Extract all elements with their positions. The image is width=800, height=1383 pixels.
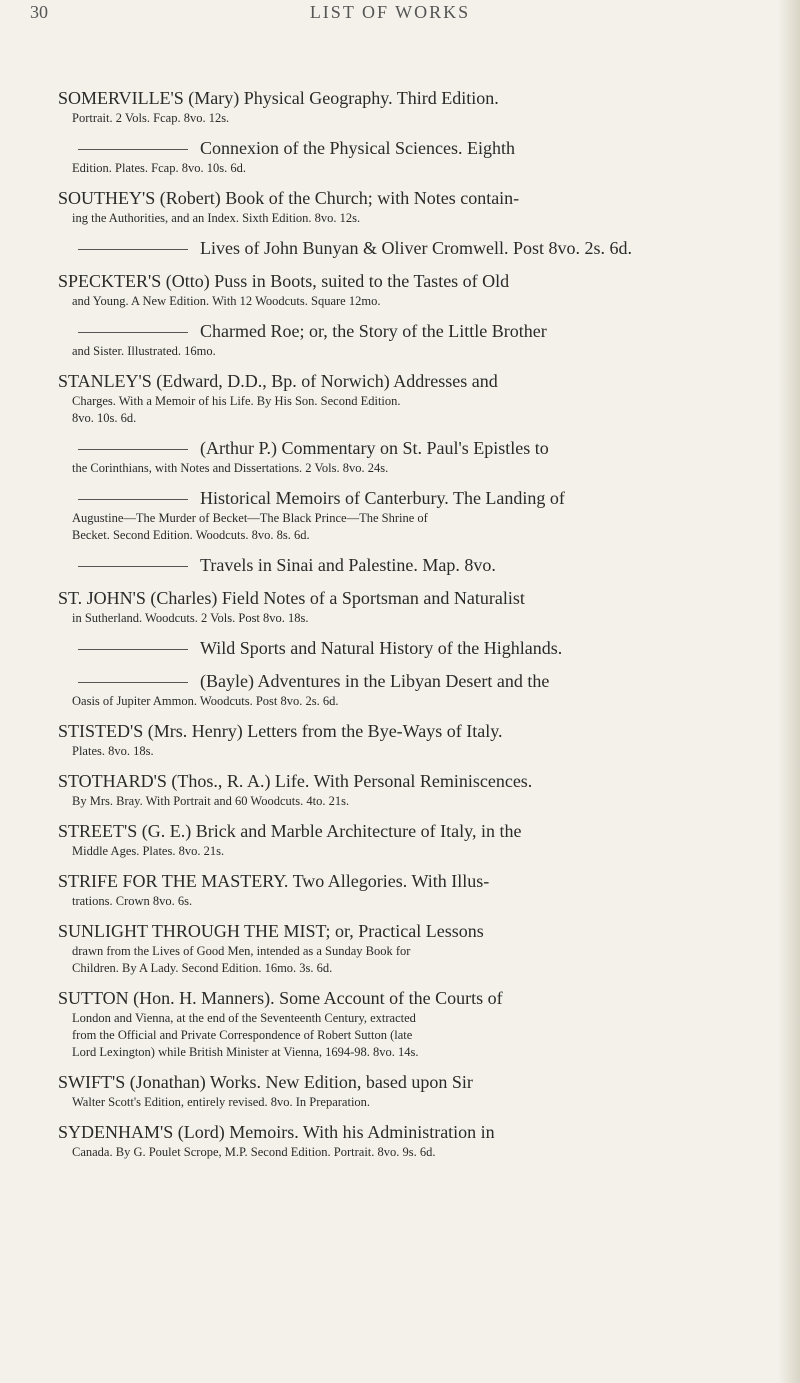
- entry-title: Charmed Roe; or, the Story of the Little Brother: [200, 321, 547, 341]
- entry-details: Portrait. 2 Vols. Fcap. 8vo. 12s.: [72, 111, 230, 125]
- entry-title: SUTTON (Hon. H. Manners). Some Account of the Courts of: [58, 988, 503, 1008]
- page-edge-shadow: [778, 0, 800, 1383]
- entry-details: and Young. A New Edition. With 12 Woodcuts. Square 12mo.: [72, 294, 381, 308]
- entry-details: Edition. Plates. Fcap. 8vo. 10s. 6d.: [72, 161, 246, 175]
- list-item: [58, 369, 758, 427]
- running-title: LIST OF WORKS: [309, 2, 471, 22]
- list-item: [58, 986, 758, 1061]
- entry-title: Travels in Sinai and Palestine. Map. 8vo.: [200, 555, 496, 575]
- entry-details: Canada. By G. Poulet Scrope, M.P. Second Edition. Portrait. 8vo. 9s. 6d.: [72, 1145, 436, 1159]
- entry-details: Walter Scott's Edition, entirely revised. 8vo. In Preparation.: [72, 1095, 371, 1109]
- list-item: [58, 86, 758, 127]
- ditto-rule: [78, 566, 188, 567]
- entry-details: London and Vienna, at the end of the Seventeenth Century, extracted: [72, 1011, 416, 1025]
- list-item: [58, 869, 758, 910]
- entry-details: trations. Crown 8vo. 6s.: [72, 894, 193, 908]
- entry-title: (Bayle) Adventures in the Libyan Desert and the: [200, 671, 550, 691]
- list-item: [58, 1120, 758, 1161]
- list-item: [58, 486, 758, 544]
- entry-title: STREET'S (G. E.) Brick and Marble Architecture of Italy, in the: [58, 821, 522, 841]
- entry-details: and Sister. Illustrated. 16mo.: [72, 344, 216, 358]
- list-item: [58, 769, 758, 810]
- entry-details: Plates. 8vo. 18s.: [72, 744, 154, 758]
- entry-title: SOUTHEY'S (Robert) Book of the Church; with Notes contain-: [58, 188, 520, 208]
- entry-title: (Arthur P.) Commentary on St. Paul's Epistles to: [200, 438, 549, 458]
- entry-title: ST. JOHN'S (Charles) Field Notes of a Sportsman and Naturalist: [58, 588, 525, 608]
- entry-details: Lord Lexington) while British Minister at Vienna, 1694-98. 8vo. 14s.: [72, 1045, 419, 1059]
- entry-details: ing the Authorities, and an Index. Sixth Edition. 8vo. 12s.: [72, 211, 361, 225]
- page-header: [30, 0, 750, 44]
- entry-title: Lives of John Bunyan & Oliver Cromwell. Post 8vo. 2s. 6d.: [200, 238, 632, 258]
- list-item: [58, 319, 758, 360]
- ditto-rule: [78, 499, 188, 500]
- entry-title: STRIFE FOR THE MASTERY. Two Allegories. With Illus-: [58, 871, 490, 891]
- list-item: [58, 1070, 758, 1111]
- list-item: [58, 819, 758, 860]
- ditto-rule: [78, 682, 188, 683]
- entry-title: SOMERVILLE'S (Mary) Physical Geography. Third Edition.: [58, 88, 499, 108]
- list-item: [58, 669, 758, 710]
- list-item: [58, 236, 758, 260]
- list-item: [58, 636, 758, 660]
- list-item: [58, 269, 758, 310]
- entry-details: the Corinthians, with Notes and Dissertations. 2 Vols. 8vo. 24s.: [72, 461, 389, 475]
- entry-details: from the Official and Private Correspondence of Robert Sutton (late: [72, 1028, 413, 1042]
- entry-details: By Mrs. Bray. With Portrait and 60 Woodcuts. 4to. 21s.: [72, 794, 350, 808]
- entry-details: Children. By A Lady. Second Edition. 16mo. 3s. 6d.: [72, 961, 333, 975]
- entry-title: Wild Sports and Natural History of the Highlands.: [200, 638, 563, 658]
- entry-title: Historical Memoirs of Canterbury. The Landing of: [200, 488, 565, 508]
- list-item: [58, 186, 758, 227]
- entry-details: in Sutherland. Woodcuts. 2 Vols. Post 8vo. 18s.: [72, 611, 309, 625]
- list-item: [58, 586, 758, 627]
- entry-title: SYDENHAM'S (Lord) Memoirs. With his Administration in: [58, 1122, 495, 1142]
- entry-details: Augustine—The Murder of Becket—The Black Prince—The Shrine of: [72, 511, 428, 525]
- page-number: 30: [30, 2, 48, 22]
- entry-title: SWIFT'S (Jonathan) Works. New Edition, based upon Sir: [58, 1072, 473, 1092]
- ditto-rule: [78, 332, 188, 333]
- entry-details: Becket. Second Edition. Woodcuts. 8vo. 8s. 6d.: [72, 528, 310, 542]
- entry-title: STANLEY'S (Edward, D.D., Bp. of Norwich) Addresses and: [58, 371, 498, 391]
- ditto-rule: [78, 449, 188, 450]
- entry-details: Middle Ages. Plates. 8vo. 21s.: [72, 844, 225, 858]
- entry-details: 8vo. 10s. 6d.: [72, 411, 137, 425]
- list-item: [58, 919, 758, 977]
- entry-title: SPECKTER'S (Otto) Puss in Boots, suited to the Tastes of Old: [58, 271, 510, 291]
- list-item: [58, 436, 758, 477]
- entry-title: STOTHARD'S (Thos., R. A.) Life. With Personal Reminiscences.: [58, 771, 533, 791]
- list-item: [58, 719, 758, 760]
- entry-details: Oasis of Jupiter Ammon. Woodcuts. Post 8vo. 2s. 6d.: [72, 694, 339, 708]
- entry-title: SUNLIGHT THROUGH THE MIST; or, Practical Lessons: [58, 921, 484, 941]
- list-item: [58, 136, 758, 177]
- ditto-rule: [78, 249, 188, 250]
- works-list: [58, 86, 758, 1170]
- list-item: [58, 553, 758, 577]
- entry-title: STISTED'S (Mrs. Henry) Letters from the Bye-Ways of Italy.: [58, 721, 503, 741]
- entry-details: drawn from the Lives of Good Men, intended as a Sunday Book for: [72, 944, 411, 958]
- entry-details: Charges. With a Memoir of his Life. By His Son. Second Edition.: [72, 394, 401, 408]
- ditto-rule: [78, 649, 188, 650]
- entry-title: Connexion of the Physical Sciences. Eighth: [200, 138, 515, 158]
- ditto-rule: [78, 149, 188, 150]
